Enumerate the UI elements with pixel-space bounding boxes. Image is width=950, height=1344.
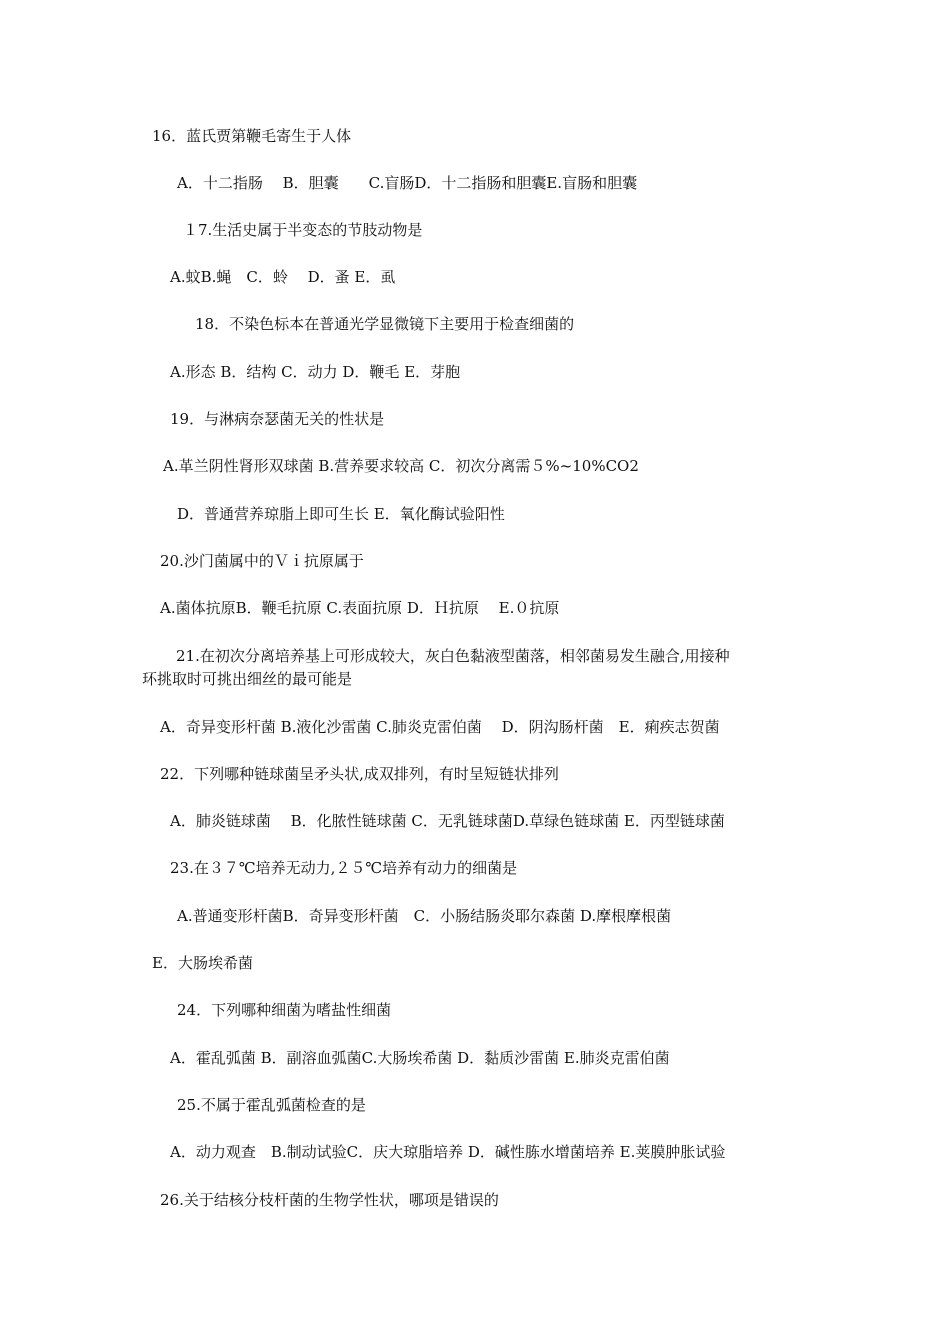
question-23: 23.在３７℃培养无动力,２５℃培养有动力的细菌是	[170, 859, 518, 877]
question-17: １7.生活史属于半变态的节肢动物是	[183, 221, 423, 239]
question-25: 25.不属于霍乱弧菌检查的是	[177, 1096, 366, 1114]
question-21-options: A．奇异变形杆菌 B.液化沙雷菌 C.肺炎克雷伯菌 D．阴沟肠杆菌 E．痢疾志贺菌	[160, 718, 720, 736]
question-24-options: A．霍乱弧菌 B．副溶血弧菌C.大肠埃希菌 D．黏质沙雷菌 E.肺炎克雷伯菌	[170, 1049, 670, 1067]
question-22-options: A．肺炎链球菌 B．化脓性链球菌 C．无乳链球菌D.草绿色链球菌 E．丙型链球菌	[170, 812, 725, 830]
question-19-options-line-1: A.革兰阴性肾形双球菌 B.营养要求较高 C．初次分离需５%~10%CO2	[163, 457, 639, 475]
question-19-options-line-2: D．普通营养琼脂上即可生长 E．氧化酶试验阳性	[177, 505, 505, 523]
question-20: 20.沙门菌属中的Ｖｉ抗原属于	[160, 552, 364, 570]
question-23-options-line-1: A.普通变形杆菌B．奇异变形杆菌 C．小肠结肠炎耶尔森菌 D.摩根摩根菌	[177, 907, 672, 925]
question-25-options: A．动力观查 B.制动试验C．庆大琼脂培养 D．碱性胨水增菌培养 E.荚膜肿胀试验	[170, 1143, 726, 1161]
question-21-line-1: 21.在初次分离培养基上可形成较大，灰白色黏液型菌落，相邻菌易发生融合,用接种	[176, 647, 730, 665]
question-24: 24．下列哪种细菌为嗜盐性细菌	[177, 1001, 392, 1019]
question-21-line-2: 环挑取时可挑出细丝的最可能是	[142, 670, 353, 688]
question-17-options: A.蚊B.蝇 C．蛉 D．蚤 E．虱	[170, 268, 396, 286]
question-19: 19．与淋病奈瑟菌无关的性状是	[170, 410, 385, 428]
question-16-options: A．十二指肠 B．胆囊 C.盲肠D．十二指肠和胆囊E.盲肠和胆囊	[177, 174, 638, 192]
question-18: 18．不染色标本在普通光学显微镜下主要用于检查细菌的	[195, 315, 575, 333]
question-23-options-line-2: E．大肠埃希菌	[152, 954, 253, 972]
question-16: 16．蓝氏贾第鞭毛寄生于人体	[152, 127, 352, 145]
question-20-options: A.菌体抗原B．鞭毛抗原 C.表面抗原 D．Ｈ抗原 E.０抗原	[160, 599, 560, 617]
question-22: 22．下列哪种链球菌呈矛头状,成双排列，有时呈短链状排列	[160, 765, 559, 783]
question-18-options: A.形态 B．结构 C．动力 D．鞭毛 E．芽胞	[170, 363, 461, 381]
question-26: 26.关于结核分枝杆菌的生物学性状，哪项是错误的	[160, 1191, 499, 1209]
